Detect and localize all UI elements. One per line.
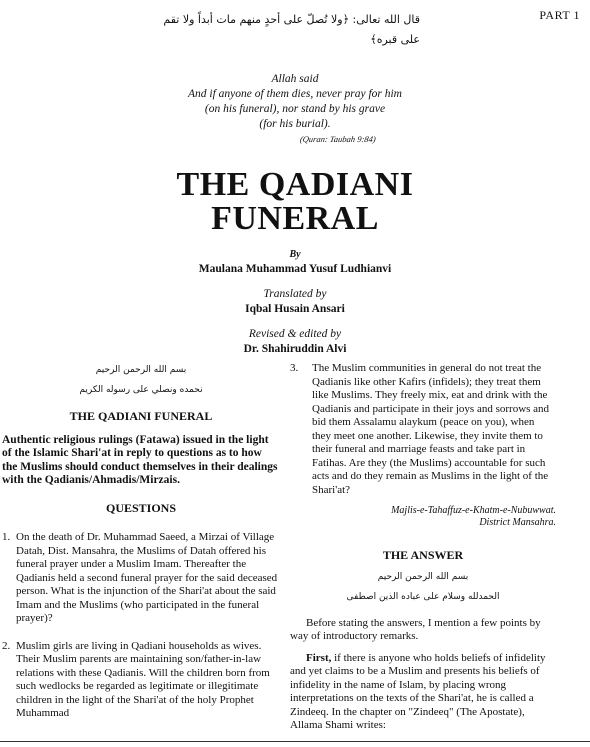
- signature-line: Majlis-e-Tahaffuz-e-Khatm-e-Nubuwwat.: [391, 505, 556, 516]
- left-column: [2, 360, 280, 721]
- editor-name: Dr. Shahiruddin Alvi: [243, 343, 347, 355]
- question-number: 3.: [290, 362, 299, 374]
- right-column: [290, 362, 556, 733]
- author-name: Maulana Muhammad Yusuf Ludhianvi: [198, 263, 392, 275]
- quran-arabic-verse: [140, 10, 420, 50]
- title-line-2: FUNERAL: [211, 200, 379, 237]
- verse-reference: (Quran: Taubah 9:84): [299, 134, 377, 144]
- signature-block: [290, 505, 556, 529]
- answer-paragraph-2: [290, 652, 556, 733]
- question-number: 2.: [2, 639, 11, 652]
- part-label: PART 1: [539, 8, 580, 22]
- section-heading: THE QADIANI FUNERAL: [69, 409, 213, 423]
- question-2: [2, 640, 280, 721]
- question-3: [290, 362, 556, 497]
- questions-heading: QUESTIONS: [105, 500, 177, 515]
- revised-label: Revised & edited by: [248, 328, 342, 340]
- verse-line: (on his funeral), nor stand by his grave: [204, 103, 386, 115]
- page-title: [60, 168, 530, 236]
- verse-line: (for his burial).: [259, 118, 331, 130]
- arabic-verse-line-2: على قبره﴾: [370, 33, 420, 46]
- verse-translation: [130, 72, 460, 132]
- verse-line: Allah said: [271, 73, 319, 85]
- translated-label: Translated by: [263, 288, 327, 300]
- question-text: On the death of Dr. Muhammad Saeed, a Mirzai of Village Datah, Dist. Mansahra, the Muslims of Datah offered his funeral prayer under a Muslim Imam. Thereafter the Qadianis held a second funeral prayer for the said deceased person. What is the injunction of the Shari'at about the said Imam and the Muslims (who participated in the funeral prayer)?: [16, 531, 278, 624]
- answer-salutation-arabic: الحمدلله وسلام على عباده الذين اصطفى: [346, 591, 500, 602]
- question-1: [2, 531, 280, 626]
- answer-bismillah-arabic: بسم الله الرحمن الرحيم: [377, 571, 469, 582]
- answer-heading: THE ANSWER: [382, 548, 464, 562]
- answer-paragraph-1: Before stating the answers, I mention a few points by way of introductory remarks.: [290, 616, 541, 642]
- question-number: 1.: [2, 531, 11, 543]
- verse-line: And if anyone of them dies, never pray for him: [188, 88, 402, 100]
- question-text: The Muslim communities in general do not treat the Qadianis like other Kafirs (infidels); they treat them like Muslims. They freely mix, eat and drink with the Qadianis and participate in their joys and sorrows and bid them Assalamu alaykum (peace on you), when they meet one another. Likewise, they invite them to their funeral and marriage feasts and take part in Fatihas. Are they (the Muslims) accountable for such acts and do they remain as Muslims in the light of the Shari'at?: [312, 362, 550, 496]
- question-text: Muslim girls are living in Qadiani households as wives. Their Muslim parents are maintaining son/father-in-law relations with these Qadianis. Will the children born from such wedlocks be regarded as legitimate or illegitimate children in the light of the Shari'at of the holy Prophet Muhammad: [16, 639, 270, 719]
- arabic-verse-line-1: قال الله تعالى: ﴿ولا تُصلّ على أحدٍ منهم مات أبداً ولا تقم: [163, 13, 420, 26]
- intro-paragraph: Authentic religious rulings (Fatawa) issued in the light of the Islamic Shari'at in reply to questions as to how the Muslims should conduct themselves in their dealings with the Qadianis/Ahmadis/Mirzais.: [2, 433, 278, 486]
- salutation-arabic: نحمده ونصلي على رسوله الكريم: [79, 385, 203, 395]
- by-label: By: [289, 249, 301, 260]
- title-line-1: THE QADIANI: [176, 166, 414, 203]
- paragraph-body: if there is anyone who holds beliefs of infidelity and yet claims to be a Muslim and presents his beliefs of infidelity in the name of Islam, by placing wrong interpretations on the texts of the Shari'at, he is called a Zindeeq. In the chapter on "Zindeeq" (The Apostate), Allama Shami writes:: [290, 651, 546, 731]
- translator-name: Iqbal Husain Ansari: [245, 303, 345, 315]
- page-bottom-rule: [0, 741, 590, 742]
- signature-line: District Mansahra.: [479, 517, 556, 528]
- paragraph-lead: First,: [306, 651, 332, 664]
- byline: [100, 247, 490, 357]
- bismillah-arabic: بسم الله الرحمن الرحيم: [95, 365, 187, 375]
